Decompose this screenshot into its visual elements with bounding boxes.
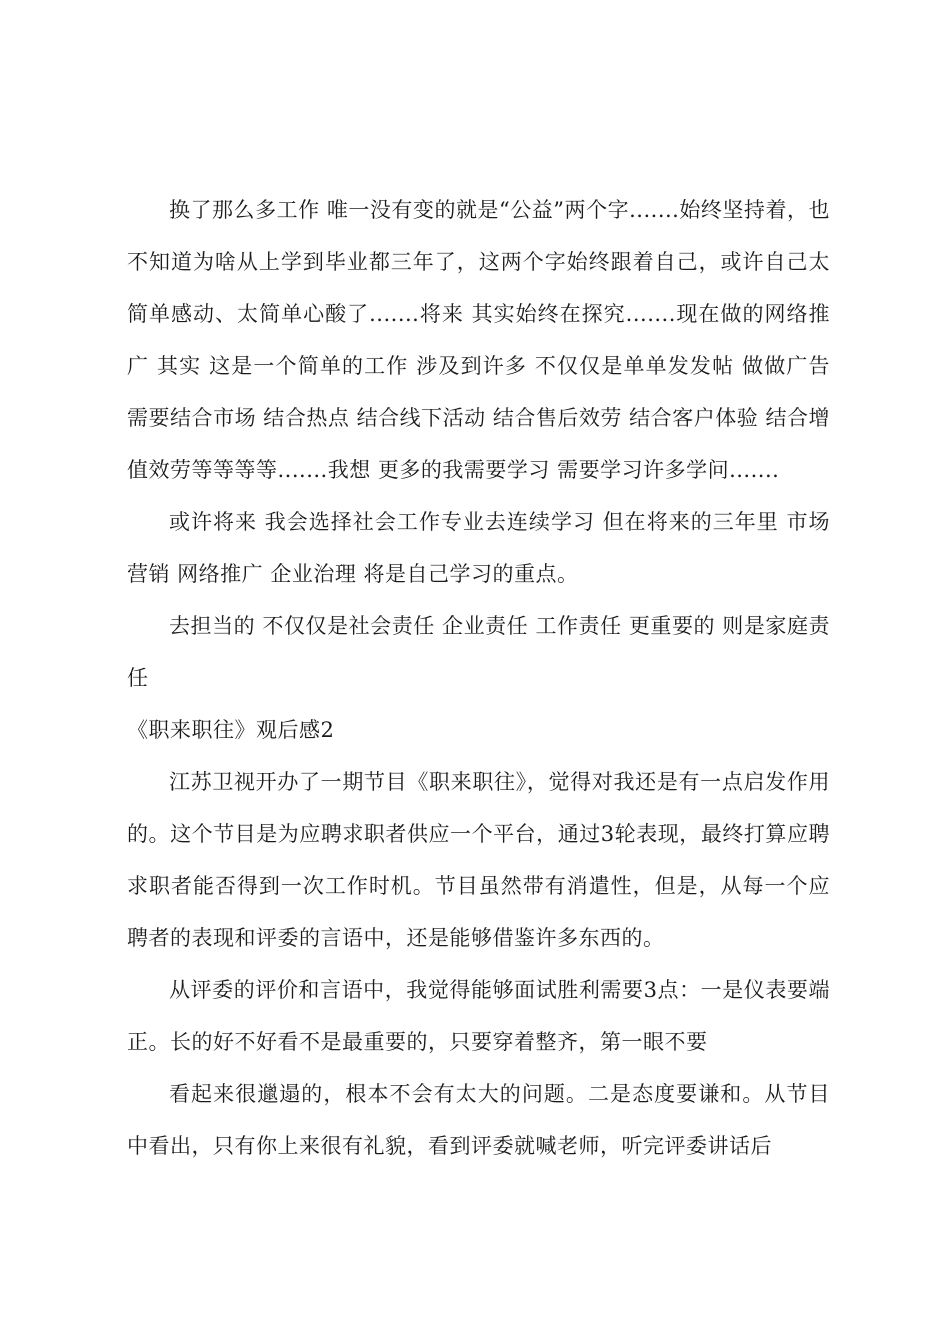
paragraph-judges-evaluation: 从评委的评价和言语中，我觉得能够面试胜利需要3点：一是仪表要端正。长的好不好看不是最重要的，只要穿着整齐，第一眼不要 xyxy=(127,978,830,1054)
paragraph-attitude: 看起来很邋遢的，根本不会有太大的问题。二是态度要谦和。从节目中看出，只有你上来很有礼貌，看到评委就喊老师，听完评委讲话后 xyxy=(127,1082,830,1158)
paragraph-public-welfare: 换了那么多工作 唯一没有变的就是“公益”两个字.......始终坚持着，也不知道为啥从上学到毕业都三年了，这两个字始终跟着自己，或许自己太简单感动、太简单心酸了.......将来 其实始终在探究.......现在做的网络推广 其实 这是一个简单的工作 涉及到许多 不仅仅是单单发发帖 做做广告 需要结合市场 结合热点 结合线下活动 结合售后效劳 结合客户体验 结合增值效劳等等等等.......我想 更多的我需要学习 需要学习许多学问....... xyxy=(127,198,830,482)
paragraph-responsibility: 去担当的 不仅仅是社会责任 企业责任 工作责任 更重要的 则是家庭责任 xyxy=(127,614,830,690)
document-page xyxy=(127,184,830,1172)
paragraph-future-study: 或许将来 我会选择社会工作专业去连续学习 但在将来的三年里 市场营销 网络推广 企业治理 将是自己学习的重点。 xyxy=(127,510,830,586)
paragraph-program-intro: 江苏卫视开办了一期节目《职来职往》，觉得对我还是有一点启发作用的。这个节目是为应聘求职者供应一个平台，通过3轮表现，最终打算应聘求职者能否得到一次工作时机。节目虽然带有消遣性，但是，从每一个应聘者的表现和评委的言语中，还是能够借鉴许多东西的。 xyxy=(127,770,830,950)
section-title: 《职来职往》观后感2 xyxy=(127,718,335,742)
